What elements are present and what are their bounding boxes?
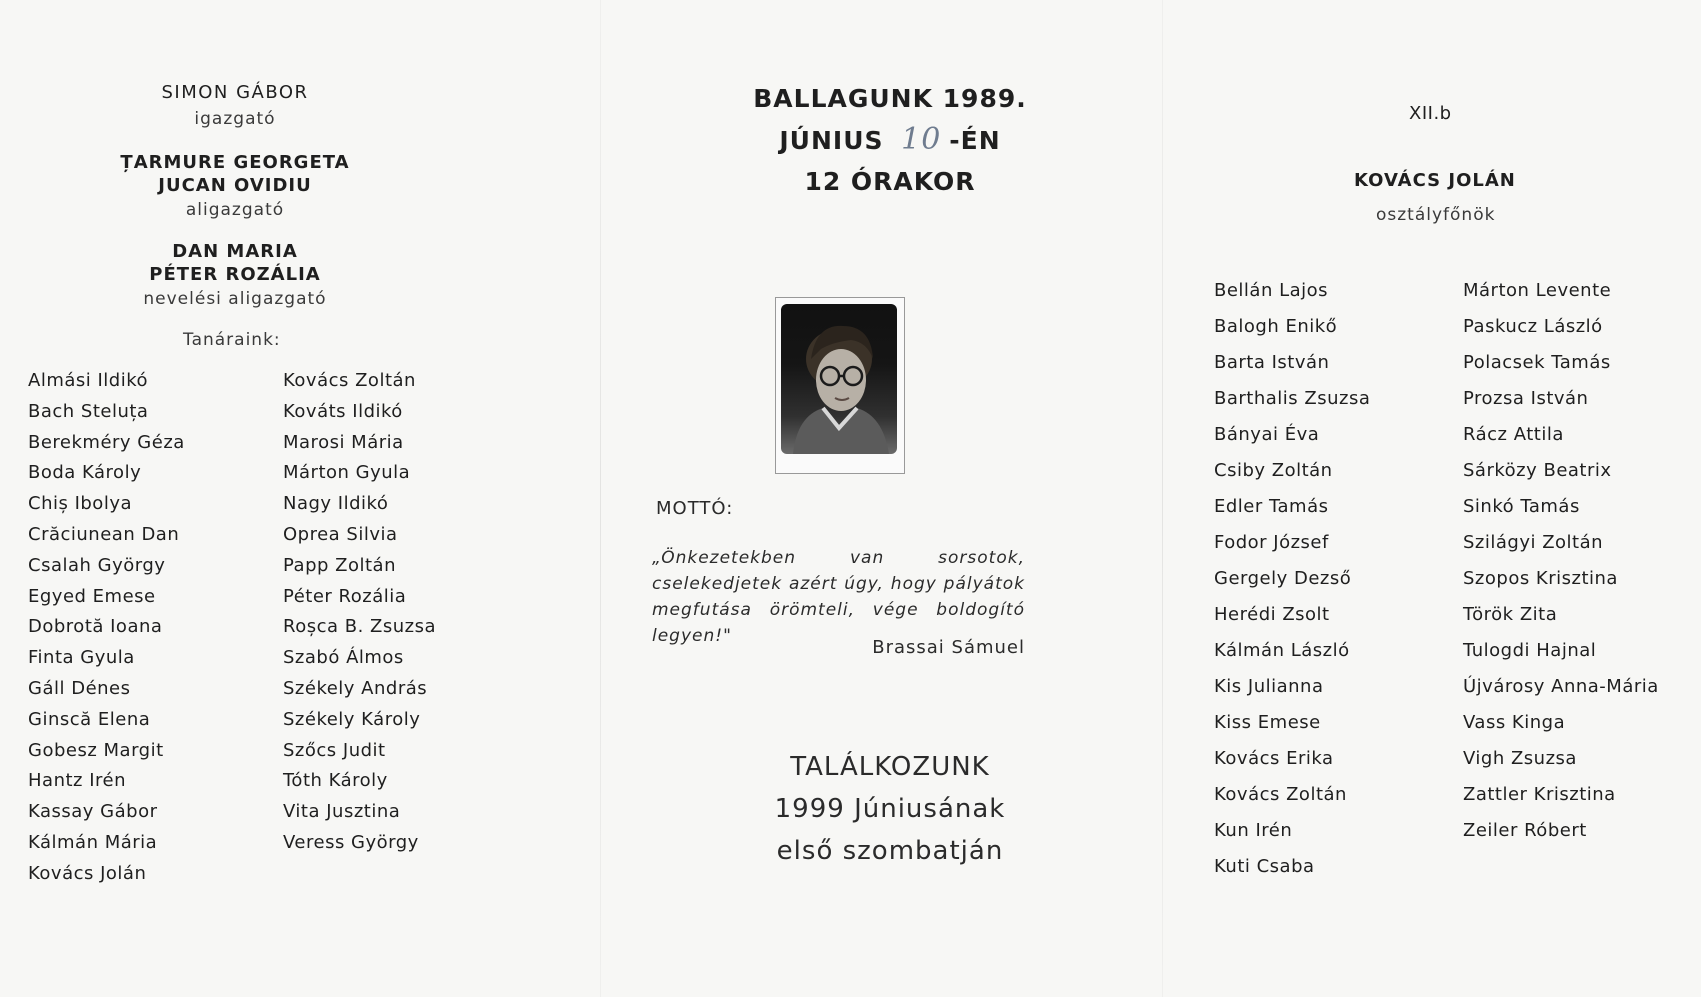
teachers-column-1 <box>28 370 185 894</box>
name-list-item: Prozsa István <box>1463 388 1589 409</box>
name-list-item: Hantz Irén <box>28 770 126 792</box>
students-column-2 <box>1463 280 1659 856</box>
title-line-3: 12 ÓRAKOR <box>804 167 976 196</box>
name-list-item: Dobrotă Ioana <box>28 616 163 638</box>
name-list-item: Paskucz László <box>1463 316 1603 337</box>
name-list-item: Roșca B. Zsuzsa <box>283 616 437 638</box>
name-list-item: Szilágyi Zoltán <box>1463 532 1604 553</box>
name-list-item: Kovács Zoltán <box>283 370 416 391</box>
meeting-block <box>610 746 1170 872</box>
name-list-item: Gáll Dénes <box>28 677 131 699</box>
meeting-line-3: első szombatján <box>776 836 1004 866</box>
class-name: XII.b <box>1409 103 1452 124</box>
name-list-item: Székely András <box>283 677 428 699</box>
name-list-item: Barthalis Zsuzsa <box>1214 388 1371 409</box>
name-list-item: Szabó Álmos <box>283 647 404 669</box>
leadership-block <box>135 82 335 129</box>
quote-author: Brassai Sámuel <box>872 637 1025 658</box>
fold-line <box>600 0 601 997</box>
name-list-item: Papp Zoltán <box>283 554 396 576</box>
head-teacher-role: osztályfőnök <box>1376 205 1496 225</box>
name-list-item: Tóth Károly <box>283 770 388 792</box>
name-list-item: Kovács Zoltán <box>1214 784 1347 805</box>
name-list-item: Újvárosy Anna-Mária <box>1463 676 1659 697</box>
name-list-item: Kovács Erika <box>1214 748 1334 769</box>
name-list-item: Crăciunean Dan <box>28 523 180 545</box>
teachers-column-2 <box>283 370 436 863</box>
name-list-item: Csiby Zoltán <box>1214 460 1333 481</box>
name-list-item: Zeiler Róbert <box>1463 820 1587 841</box>
name-list-item: Kálmán Mária <box>28 831 158 853</box>
title-month: JÚNIUS <box>779 126 884 155</box>
right-page <box>1170 0 1701 997</box>
name-list-item: Kiss Emese <box>1214 712 1321 733</box>
vice-principal-name: ȚARMURE GEORGETA <box>120 152 350 173</box>
name-list-item: Oprea Silvia <box>283 523 398 545</box>
name-list-item: Vass Kinga <box>1463 712 1566 733</box>
edu-vice-principal-role: nevelési aligazgató <box>143 289 327 309</box>
name-list-item: Veress György <box>283 831 419 853</box>
name-list-item: Marosi Mária <box>283 431 404 453</box>
title-suffix: -ÉN <box>949 126 1001 155</box>
name-list-item: Tulogdi Hajnal <box>1463 640 1597 661</box>
name-list-item: Kováts Ildikó <box>283 400 403 422</box>
name-list-item: Herédi Zsolt <box>1214 604 1330 625</box>
name-list-item: Sárközy Beatrix <box>1463 460 1612 481</box>
name-list-item: Márton Levente <box>1463 280 1612 301</box>
name-list-item: Barta István <box>1214 352 1330 373</box>
name-list-item: Balogh Enikő <box>1214 316 1338 337</box>
name-list-item: Szőcs Judit <box>283 739 386 761</box>
name-list-item: Bellán Lajos <box>1214 280 1329 301</box>
name-list-item: Zattler Krisztina <box>1463 784 1616 805</box>
name-list-item: Berekméry Géza <box>28 431 185 453</box>
motto-label: MOTTÓ: <box>656 498 734 519</box>
portrait-image <box>781 304 897 454</box>
name-list-item: Kassay Gábor <box>28 801 158 823</box>
name-list-item: Polacsek Tamás <box>1463 352 1611 373</box>
name-list-item: Kuti Csaba <box>1214 856 1315 877</box>
name-list-item: Vita Jusztina <box>283 801 401 823</box>
name-list-item: Szopos Krisztina <box>1463 568 1618 589</box>
name-list-item: Ginscă Elena <box>28 708 151 730</box>
name-list-item: Bach Steluța <box>28 400 149 422</box>
name-list-item: Márton Gyula <box>283 462 411 484</box>
name-list-item: Kun Irén <box>1214 820 1293 841</box>
motto-quote: „Önkezetekben van sorsotok, cselekedjetek azért úgy, hogy pályátok megfutása örömteli, vége boldogító legyen!" <box>652 548 1025 646</box>
vice-principal-name: JUCAN OVIDIU <box>158 175 312 196</box>
meeting-line-2: 1999 Júniusának <box>774 794 1006 824</box>
title-line-2 <box>610 119 1170 161</box>
title-line-1: BALLAGUNK 1989. <box>753 84 1027 113</box>
edu-vice-principal-name: PÉTER ROZÁLIA <box>149 264 321 285</box>
name-list-item: Boda Károly <box>28 462 142 484</box>
name-list-item: Kis Julianna <box>1214 676 1324 697</box>
name-list-item: Székely Károly <box>283 708 421 730</box>
vice-principals-block <box>120 152 350 220</box>
principal-name: SIMON GÁBOR <box>161 82 309 103</box>
name-list-item: Fodor József <box>1214 532 1329 553</box>
fold-line <box>1162 0 1163 997</box>
name-list-item: Bányai Éva <box>1214 424 1320 445</box>
name-list-item: Török Zita <box>1463 604 1558 625</box>
name-list-item: Péter Rozália <box>283 585 407 607</box>
name-list-item: Kovács Jolán <box>28 862 147 884</box>
name-list-item: Gobesz Margit <box>28 739 164 761</box>
student-photo <box>775 297 905 474</box>
meeting-line-1: TALÁLKOZUNK <box>790 752 990 782</box>
name-list-item: Gergely Dezső <box>1214 568 1352 589</box>
name-list-item: Vigh Zsuzsa <box>1463 748 1577 769</box>
left-page <box>0 0 610 997</box>
name-list-item: Chiș Ibolya <box>28 493 133 515</box>
name-list-item: Csalah György <box>28 554 166 576</box>
name-list-item: Nagy Ildikó <box>283 493 389 515</box>
name-list-item: Almási Ildikó <box>28 370 149 391</box>
principal-role: igazgató <box>194 109 276 129</box>
vice-principal-role: aligazgató <box>185 200 285 220</box>
students-column-1 <box>1214 280 1370 892</box>
name-list-item: Edler Tamás <box>1214 496 1329 517</box>
name-list-item: Finta Gyula <box>28 647 135 669</box>
graduation-title <box>610 78 1170 202</box>
teachers-heading: Tanáraink: <box>183 330 281 350</box>
name-list-item: Kálmán László <box>1214 640 1350 661</box>
head-teacher-name: KOVÁCS JOLÁN <box>1354 170 1516 191</box>
edu-vice-principal-name: DAN MARIA <box>172 241 298 262</box>
name-list-item: Sinkó Tamás <box>1463 496 1580 517</box>
edu-vice-principals-block <box>120 241 350 309</box>
name-list-item: Rácz Attila <box>1463 424 1564 445</box>
name-list-item: Egyed Emese <box>28 585 156 607</box>
handwritten-day: 10 <box>901 122 942 157</box>
